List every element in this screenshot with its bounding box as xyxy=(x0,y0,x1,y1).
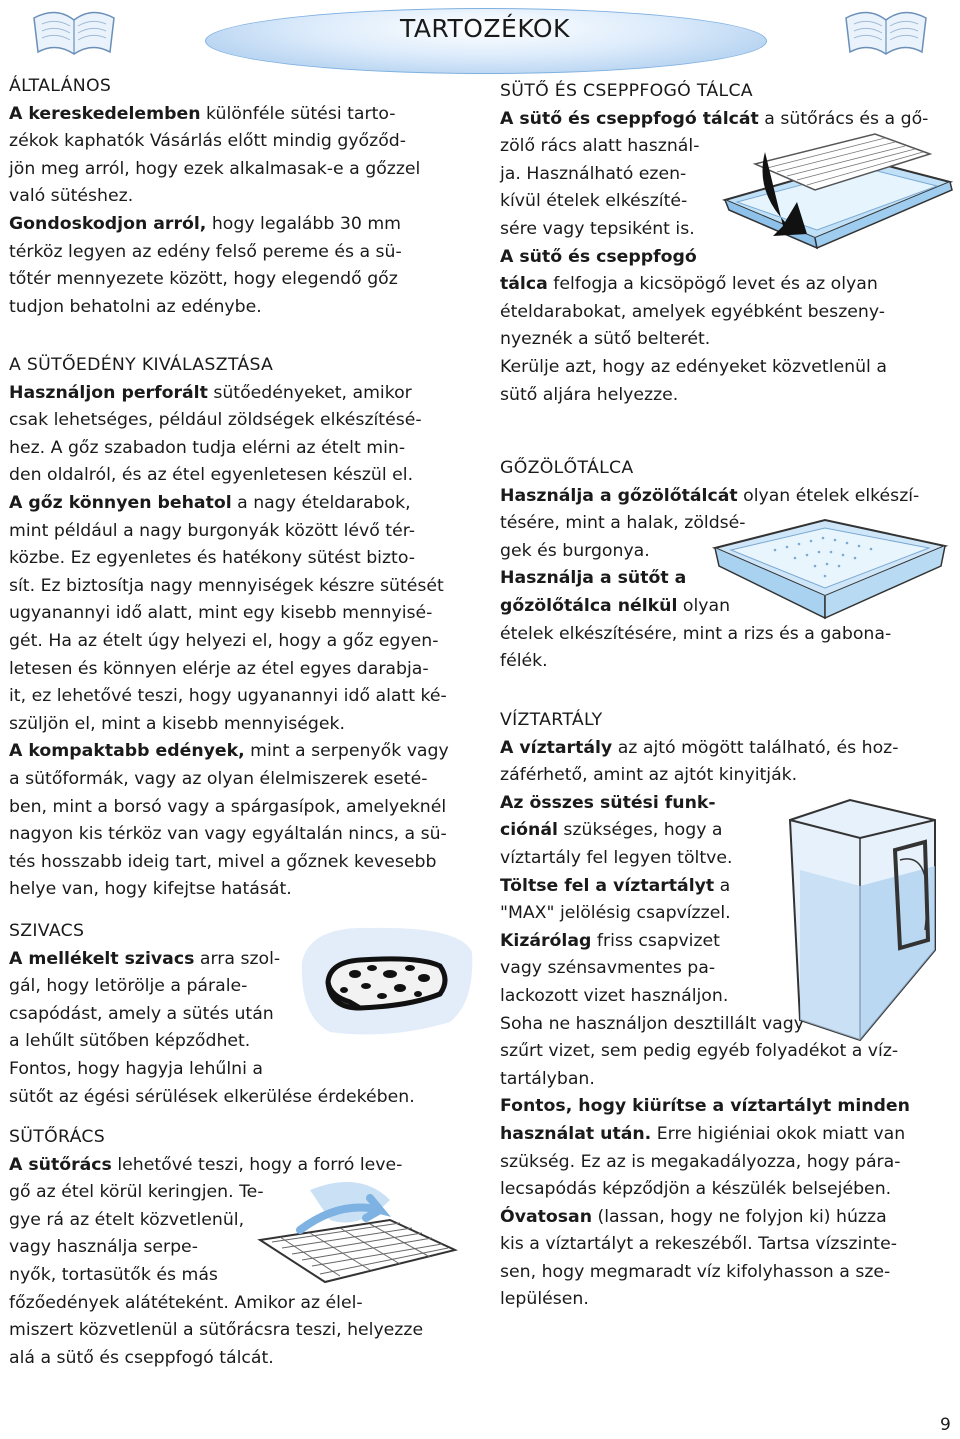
text-run: tudjon behatolni az edénybe. xyxy=(9,296,262,317)
water-tank-illustration xyxy=(760,790,945,1050)
text-run: sít. Ez biztosítja nagy mennyiségek készre sütését xyxy=(9,575,444,596)
text-run: kívül ételek elkészíté- xyxy=(500,191,688,212)
text-run: záférhető, amint az ajtót kinyitják. xyxy=(500,765,798,786)
steamer-tray-illustration xyxy=(705,500,950,625)
text-run: helye van, hogy kifejtse hatását. xyxy=(9,879,292,900)
text-run: it, ez lehetővé teszi, hogy ugyanannyi idő alatt ké- xyxy=(9,686,447,707)
text-run: Kerülje azt, hogy az edényeket közvetlenül a xyxy=(500,356,887,377)
text-run: hez. A gőz szabadon tudja elérni az ételt min- xyxy=(9,437,406,458)
bold-text: Töltse fel a víztartályt xyxy=(500,875,715,896)
paragraph xyxy=(9,211,479,321)
text-run: sére vagy tepsiként is. xyxy=(500,218,695,239)
text-run: sütőedényeket, amikor xyxy=(207,382,412,403)
bold-text: Fontos, hogy kiürítse a víztartályt minden xyxy=(500,1096,910,1117)
text-run: víztartály fel legyen töltve. xyxy=(500,847,733,868)
text-run: az ajtó mögött található, és hoz- xyxy=(612,737,899,758)
text-run: a sütőformák, vagy az olyan élelmiszerek eseté- xyxy=(9,768,428,789)
text-run: arra szol- xyxy=(194,948,281,969)
text-run: vagy használja serpe- xyxy=(9,1237,198,1258)
oven-rack-illustration xyxy=(240,1170,465,1300)
text-run: kis a víztartályt a rekeszéből. Tartsa vízszinte- xyxy=(500,1234,897,1255)
text-run: friss csapvizet xyxy=(591,930,720,951)
bold-text: Használja a sütőt a xyxy=(500,568,687,589)
text-run: "MAX" jelölésig csapvízzel. xyxy=(500,903,731,924)
text-run: a nagy ételdarabok, xyxy=(231,492,411,513)
text-run: tés hosszabb ideig tart, mivel a gőznek kevesebb xyxy=(9,851,437,872)
text-run: közbe. Ez egyenletes és hatékony sütést bizto- xyxy=(9,548,415,569)
bold-text: ciónál xyxy=(500,820,558,841)
text-run: gye rá az ételt közvetlenül, xyxy=(9,1209,245,1230)
text-run: nagyon kis térköz van vagy egyáltalán nincs, a sü- xyxy=(9,824,447,845)
bold-text: Óvatosan xyxy=(500,1206,593,1227)
text-run: den oldalról, és az étel egyenletesen készül el. xyxy=(9,465,414,486)
text-run: Fontos, hogy hagyja lehűlni a xyxy=(9,1058,264,1079)
page-number: 9 xyxy=(940,1415,951,1435)
text-run: sen, hogy megmaradt víz kifolyhasson a sze- xyxy=(500,1261,891,1282)
bold-text: A víztartály xyxy=(500,737,613,758)
section-heading: SÜTŐRÁCS xyxy=(9,1127,106,1147)
text-run: szűrt vizet, sem pedig egyéb folyadékot a víz- xyxy=(500,1041,899,1062)
text-run: ételek elkészítésére, mint a rizs és a gabona- xyxy=(500,623,892,644)
text-run: szükséges, hogy a xyxy=(557,820,723,841)
text-run: szükség. Ez az is megakadályozza, hogy pára- xyxy=(500,1151,901,1172)
open-book-icon xyxy=(842,4,930,60)
bold-text: Az összes sütési funk- xyxy=(500,792,716,813)
paragraph xyxy=(9,101,479,211)
text-run: zölő rács alatt használ- xyxy=(500,136,700,157)
bold-text: A sütőrács xyxy=(9,1154,112,1175)
text-run: a xyxy=(714,875,731,896)
text-run: tésére, mint a halak, zöldsé- xyxy=(500,513,746,534)
text-run: csak lehetséges, például zöldségek elkészítésé- xyxy=(9,410,422,431)
text-run: olyan xyxy=(677,595,731,616)
text-run: ja. Használható ezen- xyxy=(500,163,687,184)
text-run: gál, hogy letörölje a párale- xyxy=(9,976,248,997)
text-run: a sütőrács és a gő- xyxy=(758,108,929,129)
text-run: ételdarabokat, amelyek egyébként beszeny- xyxy=(500,301,886,322)
text-run: lecsapódás képződjön a készülék belsejében. xyxy=(500,1179,892,1200)
text-run: letesen és könnyen elérje az étel egyes darabja- xyxy=(9,658,429,679)
bold-text: A kompaktabb edények, xyxy=(9,741,245,762)
text-run: sütő aljára helyezze. xyxy=(500,384,679,405)
section-heading: SZIVACS xyxy=(9,921,85,941)
paragraph xyxy=(9,380,479,904)
section-heading: VÍZTARTÁLY xyxy=(500,710,603,730)
text-run: félék. xyxy=(500,651,548,672)
text-run: különféle sütési tarto- xyxy=(200,103,396,124)
text-run: hogy legalább 30 mm xyxy=(206,213,402,234)
text-run: nyeznék a sütő belterét. xyxy=(500,329,711,350)
text-run: olyan ételek elkészí- xyxy=(737,485,920,506)
text-run: nyők, tortasütők és más xyxy=(9,1264,218,1285)
bold-text: A gőz könnyen behatol xyxy=(9,492,232,513)
text-run: Erre higiéniai okok miatt van xyxy=(651,1123,906,1144)
bold-text: A sütő és cseppfogó tálcát xyxy=(500,108,759,129)
text-run: térköz legyen az edény felső pereme és a sü- xyxy=(9,241,402,262)
text-run: (lassan, hogy ne folyjon ki) húzza xyxy=(592,1206,887,1227)
bold-text: Használjon perforált xyxy=(9,382,208,403)
text-run: mint a serpenyők vagy xyxy=(244,741,449,762)
sponge-illustration xyxy=(300,922,475,1042)
section-heading: A SÜTŐEDÉNY KIVÁLASZTÁSA xyxy=(9,355,274,375)
drip-tray-illustration xyxy=(715,130,955,250)
section-heading: SÜTŐ ÉS CSEPPFOGÓ TÁLCA xyxy=(500,81,753,101)
text-run: gek és burgonya. xyxy=(500,540,650,561)
text-run: lackozott vizet használjon. xyxy=(500,985,729,1006)
text-run: csapódást, amely a sütés után xyxy=(9,1003,274,1024)
text-run: gő az étel körül keringjen. Te- xyxy=(9,1182,264,1203)
text-run: főzőedények alátéteként. Amikor az élel- xyxy=(9,1292,363,1313)
text-run: mint például a nagy burgonyák között lévő tér- xyxy=(9,520,415,541)
text-run: szüljön el, mint a kisebb mennyiségek. xyxy=(9,713,346,734)
section-heading: ÁLTALÁNOS xyxy=(9,76,112,96)
text-run: zékok kaphatók Vásárlás előtt mindig győződ- xyxy=(9,131,406,152)
text-run: gét. Ha az ételt úgy helyezi el, hogy a gőz egyen- xyxy=(9,630,439,651)
text-run: tőtér mennyezete között, hogy elegendő gőz xyxy=(9,269,398,290)
text-run: tartályban. xyxy=(500,1068,595,1089)
bold-text: Használja a gőzölőtálcát xyxy=(500,485,738,506)
bold-text: A sütő és cseppfogó xyxy=(500,246,697,267)
bold-text: Kizárólag xyxy=(500,930,592,951)
text-run: a lehűlt sütőben képződhet. xyxy=(9,1031,251,1052)
text-run: alá a sütő és cseppfogó tálcát. xyxy=(9,1347,274,1368)
bold-text: használat után. xyxy=(500,1123,652,1144)
bold-text: Gondoskodjon arról, xyxy=(9,213,207,234)
section-select-cookware xyxy=(9,352,479,904)
text-run: lepülésen. xyxy=(500,1289,589,1310)
text-run: felfogja a kicsöpögő levet és az olyan xyxy=(547,274,878,295)
bold-text: gőzölőtálca nélkül xyxy=(500,595,678,616)
bold-text: A mellékelt szivacs xyxy=(9,948,195,969)
text-run: Soha ne használjon desztillált vagy xyxy=(500,1013,804,1034)
page-title: TARTOZÉKOK xyxy=(400,14,570,43)
text-run: lehetővé teszi, hogy a forró leve- xyxy=(111,1154,403,1175)
section-heading: GŐZÖLŐTÁLCA xyxy=(500,458,634,478)
open-book-icon xyxy=(30,4,118,60)
text-run: ben, mint a borsó vagy a spárgasípok, amelyeknél xyxy=(9,796,447,817)
text-run: való sütéshez. xyxy=(9,186,134,207)
text-run: ugyanannyi idő alatt, mint egy kisebb mennyisé- xyxy=(9,603,433,624)
bold-text: tálca xyxy=(500,274,548,295)
text-run: miszert közvetlenül a sütőrácsra teszi, helyezze xyxy=(9,1320,424,1341)
text-run: vagy szénsavmentes pa- xyxy=(500,958,716,979)
bold-text: A kereskedelemben xyxy=(9,103,201,124)
text-run: jön meg arról, hogy ezek alkalmasak-e a gőzzel xyxy=(9,158,421,179)
section-general xyxy=(9,73,479,321)
text-run: sütőt az égési sérülések elkerülése érdekében. xyxy=(9,1086,415,1107)
